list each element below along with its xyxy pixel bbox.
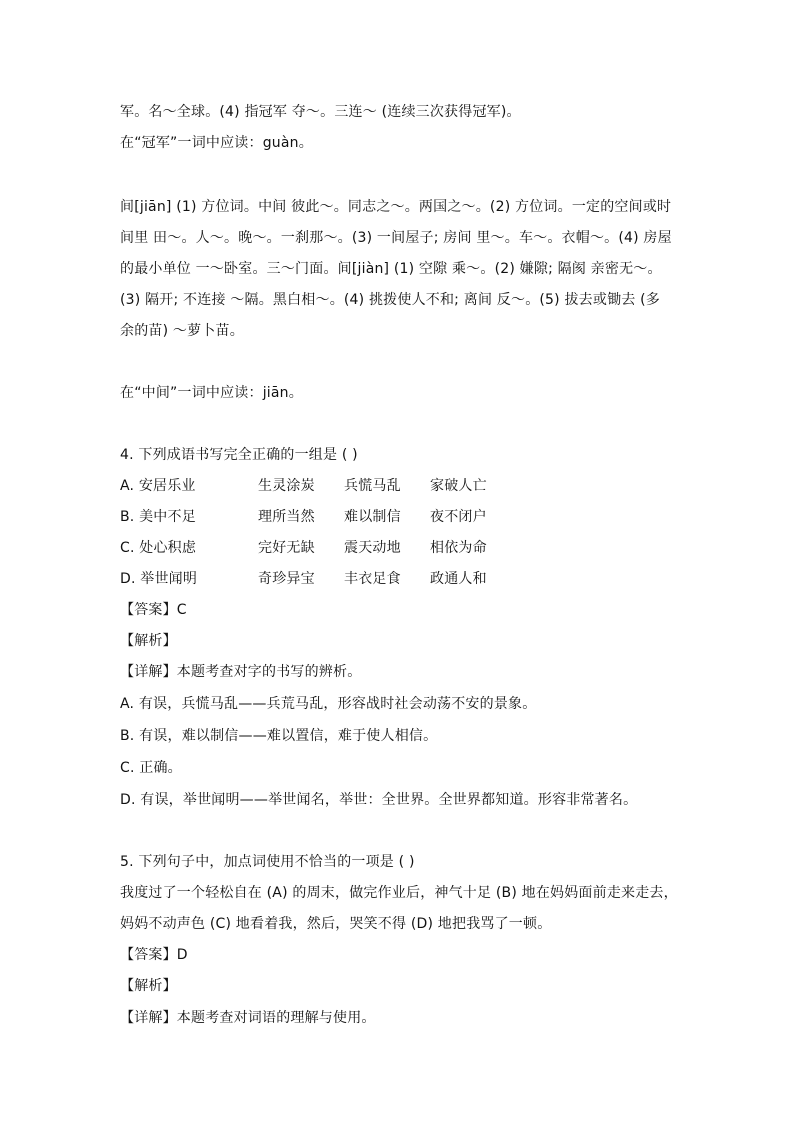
question-4-detail: B. 有误，难以制信——难以置信，难于使人相信。 [120,728,438,744]
question-4-detail: D. 有误，举世闻明——举世闻名，举世：全世界。全世界都知道。形容非常著名。 [120,792,638,808]
text-line: 在“中间”一词中应读：jiān。 [120,385,303,401]
text-line: 军。名～全球。(4) 指冠军 夺～。三连～ (连续三次获得冠军)。 [120,104,521,120]
question-4-option-a: A. 安居乐业 生灵涂炭 兵慌马乱 家破人亡 [120,478,487,494]
question-5-stem: 5. 下列句子中，加点词使用不恰当的一项是 ( ) [120,854,415,870]
question-4-analysis-heading: 【解析】 [120,633,177,649]
question-4-option-c: C. 处心积虑 完好无缺 震天动地 相依为命 [120,540,487,556]
text-line: 间[jiān] (1) 方位词。中间 彼此～。同志之～。两国之～。(2) 方位词。一定的空间或时 [120,199,672,215]
question-4-option-b: B. 美中不足 理所当然 难以制信 夜不闭户 [120,509,487,525]
question-4-detail: C. 正确。 [120,760,182,776]
text-line: 间里 田～。人～。晚～。一刹那～。(3) 一间屋子; 房间 里～。车～。衣帽～。(4) 房屋 [120,230,672,246]
question-4-option-d: D. 举世闻明 奇珍异宝 丰衣足食 政通人和 [120,571,487,587]
question-4-detail: 【详解】本题考查对字的书写的辨析。 [120,664,362,680]
question-5-body: 我度过了一个轻松自在 (A) 的周末，做完作业后，神气十足 (B) 地在妈妈面前走来走去， [120,885,678,901]
question-5-answer: 【答案】D [120,947,188,963]
text-line: (3) 隔开; 不连接 ～隔。黑白相～。(4) 挑拨使人不和; 离间 反～。(5) 拔去或锄去 (多 [120,292,660,308]
text-line: 的最小单位 一～卧室。三～门面。间[jiàn] (1) 空隙 乘～。(2) 嫌隙; 隔阂 亲密无～。 [120,261,662,277]
question-5-detail: 【详解】本题考查对词语的理解与使用。 [120,1010,376,1026]
question-4-stem: 4. 下列成语书写完全正确的一组是 ( ) [120,447,358,463]
text-line: 余的苗) ～萝卜苗。 [120,323,244,339]
question-4-answer: 【答案】C [120,602,187,618]
question-5-body: 妈妈不动声色 (C) 地看着我，然后，哭笑不得 (D) 地把我骂了一顿。 [120,916,552,932]
text-line: 在“冠军”一词中应读：guàn。 [120,135,313,151]
question-4-detail: A. 有误，兵慌马乱——兵荒马乱，形容战时社会动荡不安的景象。 [120,696,537,712]
question-5-analysis-heading: 【解析】 [120,978,177,994]
